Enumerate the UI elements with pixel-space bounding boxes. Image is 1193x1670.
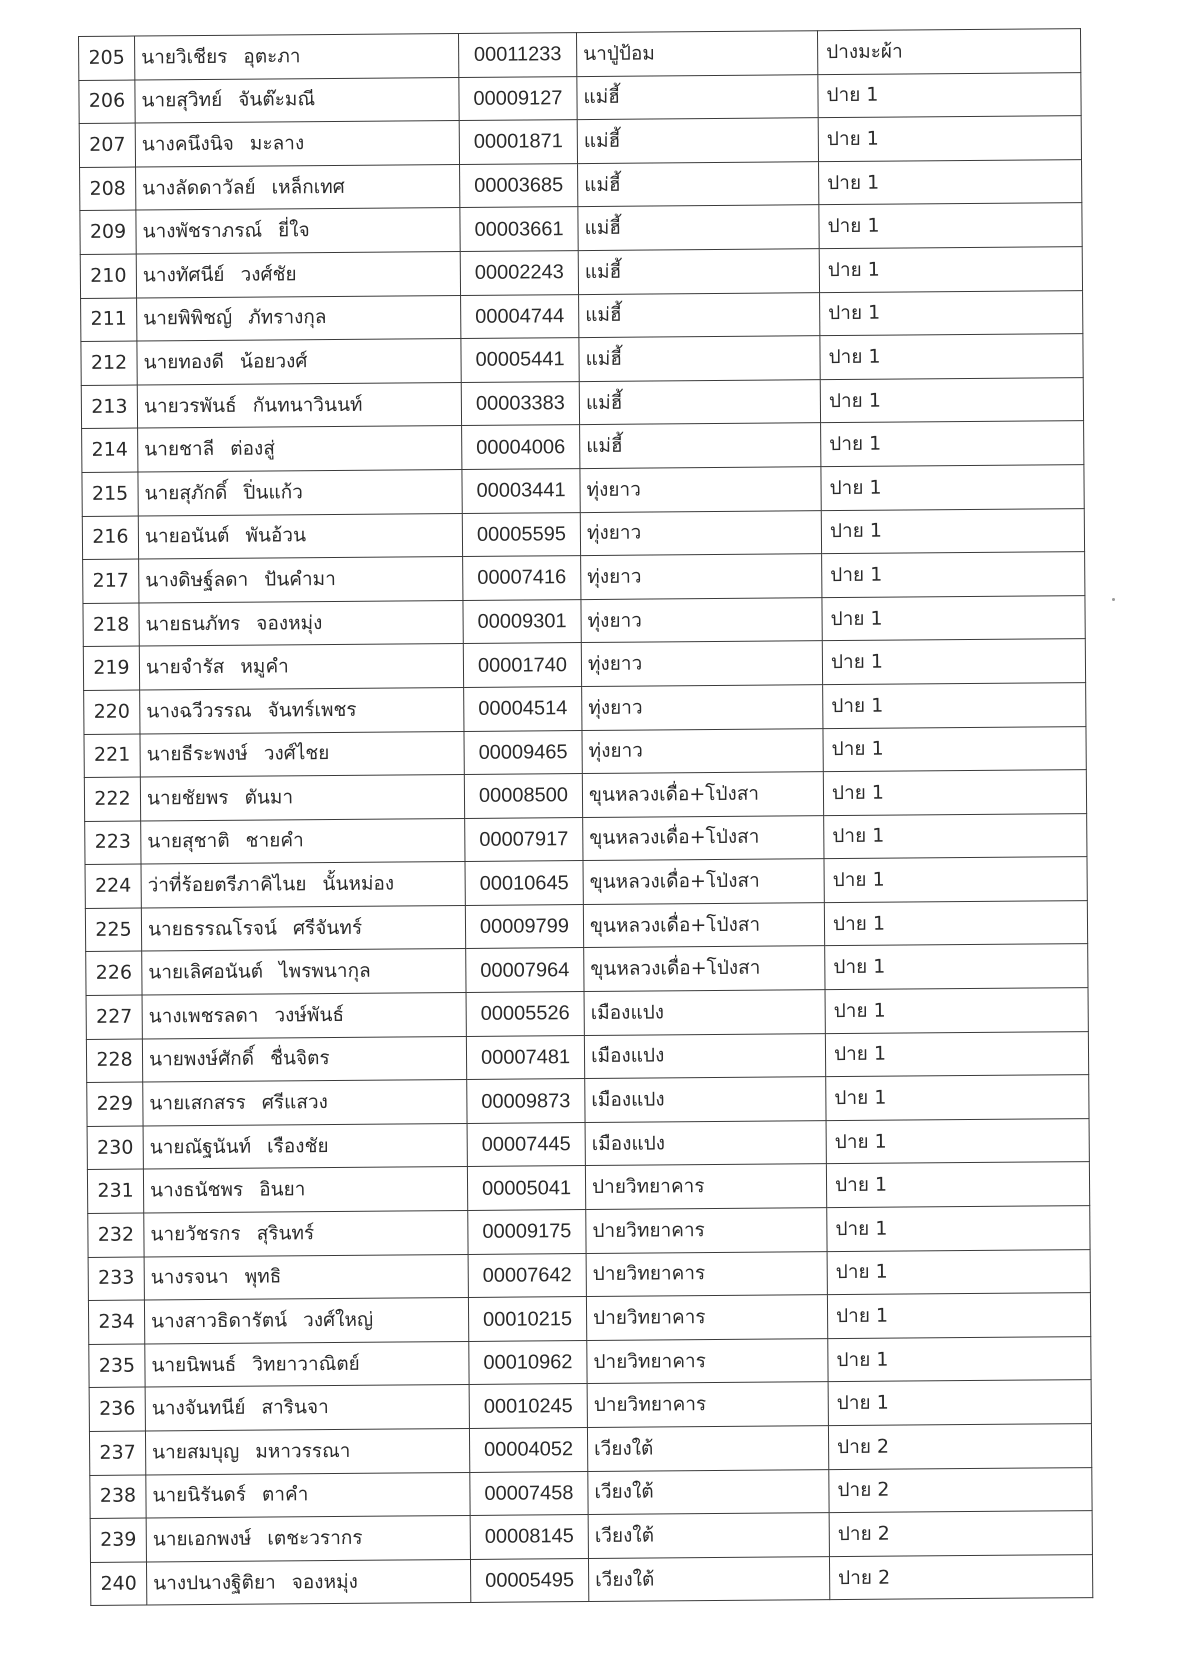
first-name: นางคนึงนิจ (141, 132, 234, 156)
person-name-cell (136, 251, 460, 297)
last-name: อุตะภา (243, 45, 301, 68)
person-name-cell (138, 513, 462, 559)
district-name: ปาย 1 (825, 944, 1088, 990)
id-code: 00003441 (462, 469, 580, 514)
person-name-cell (145, 1341, 469, 1387)
last-name: เหล็กเทศ (271, 175, 345, 199)
district-name: ปาย 1 (822, 639, 1085, 685)
first-name: นายวรพันธ์ (143, 394, 237, 418)
row-number: 227 (86, 995, 142, 1039)
id-code: 00005441 (461, 338, 579, 383)
first-name: นายจำรัส (145, 655, 225, 679)
first-name: นายชัยพร (146, 786, 229, 810)
first-name: นายชาลี (144, 438, 215, 461)
id-code: 00007481 (466, 1035, 584, 1080)
district-name: ปาย 2 (829, 1467, 1092, 1513)
id-code: 00010645 (465, 861, 583, 906)
id-code: 00001871 (459, 120, 577, 165)
last-name: สารินจา (261, 1396, 329, 1419)
table-row (86, 1031, 1088, 1082)
id-code: 00010245 (469, 1384, 587, 1429)
id-code: 00007445 (467, 1122, 585, 1167)
id-code: 00004052 (469, 1428, 587, 1473)
first-name: นางลัดดาวัลย์ (142, 176, 256, 200)
school-name: นาปู่ป้อม (576, 31, 817, 76)
last-name: วงษ์พันธ์ (274, 1003, 345, 1027)
last-name: นั้นหม่อง (322, 872, 395, 896)
school-name: เวียงใต้ (588, 1556, 829, 1601)
id-code: 00007642 (468, 1253, 586, 1298)
school-name: ปายวิทยาคาร (587, 1382, 828, 1427)
last-name: ต่องสู่ (230, 437, 275, 460)
person-name-cell (144, 1254, 468, 1300)
school-name: แม่ฮี้ (578, 161, 819, 206)
person-name-cell (140, 731, 464, 777)
table-row (79, 116, 1081, 167)
first-name: นายวัชรกร (150, 1222, 241, 1246)
district-name: ปาย 1 (827, 1206, 1090, 1252)
id-code: 00008145 (470, 1515, 588, 1560)
first-name: นายธรรณโรจน์ (147, 917, 278, 941)
last-name: น้อยวงศ์ (239, 350, 308, 373)
table-row (83, 639, 1085, 690)
last-name: ชื่นจิตร (269, 1047, 330, 1070)
last-name: ยี่ใจ (278, 219, 310, 242)
person-name-cell (137, 382, 461, 428)
person-name-cell (146, 1516, 470, 1562)
table-row (82, 508, 1084, 559)
first-name: นางจันทนีย์ (151, 1396, 246, 1420)
id-code: 00003685 (460, 163, 578, 208)
person-name-cell (140, 687, 464, 733)
first-name: นายพงษ์ศักดิ์ (148, 1048, 255, 1071)
school-name: เวียงใต้ (588, 1513, 829, 1558)
last-name: จันทร์เพชร (267, 698, 357, 722)
last-name: จองหมุ่ง (291, 1570, 358, 1593)
id-code: 00011233 (458, 33, 576, 78)
first-name: นายธนภัทร (145, 612, 241, 636)
table-row (82, 421, 1084, 472)
school-name: แม่ฮี้ (578, 249, 819, 294)
row-number: 222 (84, 777, 140, 821)
district-name: ปาย 1 (826, 1075, 1089, 1121)
row-number: 213 (81, 385, 137, 429)
first-name: นายสุชาติ (147, 830, 230, 853)
last-name: ตันมา (244, 786, 294, 809)
district-name: ปาย 1 (825, 1031, 1088, 1077)
id-code: 00010215 (468, 1297, 586, 1342)
first-name: นางสาวธิดารัตน์ (151, 1309, 288, 1333)
last-name: สุรินทร์ (256, 1222, 315, 1245)
table-row (79, 29, 1081, 80)
district-name: ปาย 1 (828, 1336, 1091, 1382)
person-name-cell (139, 644, 463, 690)
last-name: ปันคำมา (264, 567, 336, 591)
last-name: วิทยาวาณิตย์ (252, 1352, 360, 1376)
id-code: 00007964 (466, 948, 584, 993)
id-code: 00009301 (463, 599, 581, 644)
table-row (84, 770, 1086, 821)
last-name: พุทธิ (244, 1265, 282, 1289)
table-row (85, 900, 1087, 951)
row-number: 223 (85, 821, 141, 865)
first-name: นายสุวิทย์ (141, 89, 223, 112)
school-name: ปายวิทยาคาร (585, 1164, 826, 1209)
district-name: ปาย 1 (826, 1118, 1089, 1164)
last-name: ไพรพนากุล (278, 959, 371, 983)
table-row (81, 334, 1083, 385)
person-name-cell (135, 121, 459, 167)
first-name: นายณัฐนันท์ (149, 1135, 252, 1159)
id-code: 00005041 (467, 1166, 585, 1211)
person-name-cell (136, 164, 460, 210)
table-row (82, 465, 1084, 516)
person-name-cell (137, 295, 461, 341)
row-number: 239 (90, 1518, 146, 1562)
district-name: ปาย 1 (820, 334, 1083, 380)
id-code: 00003661 (460, 207, 578, 252)
school-name: เวียงใต้ (588, 1469, 829, 1514)
district-name: ปาย 1 (827, 1293, 1090, 1339)
last-name: วงศ์ใหญ่ (303, 1308, 374, 1332)
table-row (85, 813, 1087, 864)
person-name-cell (141, 818, 465, 864)
school-name: เวียงใต้ (587, 1426, 828, 1471)
school-name: แม่ฮี้ (577, 74, 818, 119)
table-row (86, 944, 1088, 995)
row-number: 230 (87, 1126, 143, 1170)
district-name: ปาย 1 (818, 116, 1081, 162)
district-name: ปาย 1 (819, 203, 1082, 249)
row-number: 237 (89, 1431, 145, 1475)
district-name: ปาย 1 (824, 857, 1087, 903)
school-name: แม่ฮี้ (577, 118, 818, 163)
last-name: พันอ้วน (245, 524, 307, 548)
table-row (88, 1293, 1090, 1344)
last-name: ชายคำ (245, 829, 304, 853)
school-name: เมืองแปง (584, 1033, 825, 1078)
table-row (83, 552, 1085, 603)
table-row (88, 1206, 1090, 1257)
row-number: 225 (85, 908, 141, 952)
row-number: 206 (79, 80, 135, 124)
table-row (89, 1336, 1091, 1387)
district-name: ปาย 2 (829, 1511, 1092, 1557)
last-name: มหาวรรณา (255, 1439, 351, 1463)
table-row (90, 1511, 1092, 1562)
row-number: 238 (90, 1475, 146, 1519)
last-name: จันต๊ะมณี (238, 88, 316, 112)
table-row (90, 1554, 1092, 1605)
school-name: ทุ่งยาว (582, 728, 823, 773)
district-name: ปาย 1 (821, 421, 1084, 467)
row-number: 233 (88, 1257, 144, 1301)
person-name-cell (141, 905, 465, 951)
id-code: 00009175 (468, 1210, 586, 1255)
id-code: 00002243 (460, 251, 578, 296)
table-row (90, 1467, 1092, 1518)
row-number: 217 (83, 559, 139, 603)
school-name: ปายวิทยาคาร (586, 1208, 827, 1253)
person-name-cell (138, 469, 462, 515)
person-name-cell (144, 1211, 468, 1257)
id-code: 00005526 (466, 992, 584, 1037)
person-name-cell (140, 775, 464, 821)
school-name: เมืองแปง (584, 990, 825, 1035)
row-number: 229 (87, 1082, 143, 1126)
school-name: ทุ่งยาว (581, 597, 822, 642)
last-name: วงศ์ไชย (263, 742, 330, 765)
person-name-cell (142, 993, 466, 1039)
id-code: 00008500 (464, 774, 582, 819)
first-name: นายเอกพงษ์ (152, 1527, 252, 1551)
first-name: นางดิษฐ์ลดา (145, 568, 249, 592)
district-name: ปาย 1 (824, 813, 1087, 859)
district-name: ปาย 1 (827, 1249, 1090, 1295)
school-name: แม่ฮี้ (579, 379, 820, 424)
district-name: ปาย 1 (822, 595, 1085, 641)
district-name: ปาย 1 (823, 726, 1086, 772)
district-name: ปาย 1 (818, 72, 1081, 118)
school-name: ปายวิทยาคาร (586, 1295, 827, 1340)
person-name-cell (146, 1559, 470, 1605)
first-name: นางฉวีวรรณ (146, 699, 252, 723)
first-name: นายวิเชียร (141, 45, 228, 69)
table-row (80, 203, 1082, 254)
id-code: 00001740 (463, 643, 581, 688)
person-name-cell (135, 34, 459, 80)
table-row (89, 1424, 1091, 1475)
id-code: 00004744 (461, 294, 579, 339)
district-name: ปาย 1 (821, 508, 1084, 554)
table-row (89, 1380, 1091, 1431)
school-name: แม่ฮี้ (578, 205, 819, 250)
person-name-cell (139, 557, 463, 603)
first-name: นางเพชรลดา (148, 1004, 259, 1028)
person-name-cell (145, 1428, 469, 1474)
id-code: 00009873 (467, 1079, 585, 1124)
id-code: 00004006 (462, 425, 580, 470)
district-name: ปาย 1 (820, 377, 1083, 423)
district-name: ปาย 2 (828, 1424, 1091, 1470)
district-name: ปางมะผ้า (817, 29, 1080, 75)
district-name: ปาย 2 (829, 1554, 1092, 1600)
first-name: นายอนันต์ (144, 525, 230, 548)
school-name: แม่ฮี้ (579, 292, 820, 337)
first-name: นายนิรันดร์ (152, 1484, 247, 1507)
table-row (88, 1249, 1090, 1300)
first-name: นายเสกสรร (149, 1091, 246, 1115)
id-code: 00007416 (463, 556, 581, 601)
first-name: นายพิพิชญ์ (143, 307, 233, 330)
district-name: ปาย 1 (823, 770, 1086, 816)
row-number: 214 (82, 428, 138, 472)
last-name: จองหมุ่ง (256, 611, 323, 635)
row-number: 208 (80, 167, 136, 211)
id-code: 00007917 (465, 817, 583, 862)
row-number: 210 (80, 254, 136, 298)
person-name-cell (137, 339, 461, 385)
last-name: วงศ์ชัย (240, 263, 297, 286)
district-name: ปาย 1 (821, 465, 1084, 511)
row-number: 218 (83, 603, 139, 647)
last-name: กันทนาวินนท์ (252, 393, 363, 417)
row-number: 231 (87, 1169, 143, 1213)
person-name-cell (144, 1298, 468, 1344)
roster-table (78, 28, 1093, 1606)
last-name: เตชะวรากร (267, 1526, 363, 1550)
row-number: 234 (88, 1300, 144, 1344)
person-name-cell (138, 426, 462, 472)
id-code: 00004514 (464, 686, 582, 731)
roster-table-body (79, 29, 1093, 1606)
last-name: อินยา (259, 1178, 306, 1201)
table-row (81, 377, 1083, 428)
first-name: นางพัชราภรณ์ (142, 219, 263, 243)
district-name: ปาย 1 (819, 247, 1082, 293)
school-name: ทุ่งยาว (581, 641, 822, 686)
district-name: ปาย 1 (825, 988, 1088, 1034)
first-name: นายทองดี (143, 350, 224, 374)
last-name: ภัทรางกุล (248, 306, 327, 330)
person-name-cell (141, 862, 465, 908)
table-row (87, 1075, 1089, 1126)
id-code: 00005495 (470, 1558, 588, 1603)
table-row (80, 159, 1082, 210)
person-name-cell (146, 1472, 470, 1518)
school-name: ทุ่งยาว (581, 554, 822, 599)
last-name: มะลาง (249, 132, 305, 155)
row-number: 219 (83, 646, 139, 690)
school-name: ทุ่งยาว (580, 510, 821, 555)
first-name: นายสุภักดิ์ (144, 481, 228, 505)
scan-speck (1112, 598, 1115, 601)
district-name: ปาย 1 (819, 159, 1082, 205)
person-name-cell (142, 949, 466, 995)
district-name: ปาย 1 (822, 552, 1085, 598)
district-name: ปาย 1 (823, 683, 1086, 729)
row-number: 224 (85, 864, 141, 908)
row-number: 212 (81, 341, 137, 385)
district-name: ปาย 1 (828, 1380, 1091, 1426)
school-name: เมืองแปง (585, 1121, 826, 1166)
person-name-cell (145, 1385, 469, 1431)
table-row (87, 1162, 1089, 1213)
first-name: นางทัศนีย์ (142, 263, 225, 287)
person-name-cell (143, 1123, 467, 1169)
row-number: 209 (80, 210, 136, 254)
person-name-cell (143, 1080, 467, 1126)
person-name-cell (136, 208, 460, 254)
table-row (81, 290, 1083, 341)
table-row (87, 1118, 1089, 1169)
row-number: 226 (86, 951, 142, 995)
school-name: แม่ฮี้ (580, 423, 821, 468)
school-name: แม่ฮี้ (579, 336, 820, 381)
last-name: ศรีแสวง (261, 1091, 328, 1114)
last-name: ตาคำ (261, 1483, 309, 1506)
table-row (86, 988, 1088, 1039)
row-number: 240 (90, 1562, 146, 1606)
person-name-cell (135, 77, 459, 123)
row-number: 228 (86, 1039, 142, 1083)
first-name: นางรจนา (150, 1266, 229, 1289)
district-name: ปาย 1 (826, 1162, 1089, 1208)
id-code: 00007458 (470, 1471, 588, 1516)
first-name: นายเลิศอนันต์ (148, 960, 264, 984)
school-name: ขุนหลวงเดื่อ+โป่งสา (583, 815, 824, 860)
first-name: นางปนางฐิติยา (153, 1571, 276, 1595)
table-row (83, 595, 1085, 646)
id-code: 00009465 (464, 730, 582, 775)
row-number: 211 (81, 298, 137, 342)
first-name: นายธีระพงษ์ (146, 742, 248, 766)
last-name: เรืองชัย (267, 1134, 329, 1158)
table-row (80, 247, 1082, 298)
first-name: นางธนัชพร (149, 1178, 244, 1202)
first-name: ว่าที่ร้อยตรีภาคิไนย (147, 873, 307, 897)
school-name: ปายวิทยาคาร (587, 1338, 828, 1383)
row-number: 232 (88, 1213, 144, 1257)
row-number: 205 (79, 36, 135, 80)
district-name: ปาย 1 (824, 900, 1087, 946)
id-code: 00003383 (461, 381, 579, 426)
school-name: ขุนหลวงเดื่อ+โป่งสา (583, 859, 824, 904)
school-name: ขุนหลวงเดื่อ+โป่งสา (583, 903, 824, 948)
table-row (84, 683, 1086, 734)
last-name: ปิ่นแก้ว (243, 480, 303, 504)
row-number: 221 (84, 734, 140, 778)
school-name: ทุ่งยาว (580, 467, 821, 512)
person-name-cell (139, 600, 463, 646)
id-code: 00009799 (465, 904, 583, 949)
row-number: 220 (84, 690, 140, 734)
id-code: 00009127 (459, 76, 577, 121)
first-name: นายนิพนธ์ (151, 1353, 237, 1377)
person-name-cell (143, 1167, 467, 1213)
row-number: 215 (82, 472, 138, 516)
school-name: ขุนหลวงเดื่อ+โป่งสา (582, 772, 823, 817)
district-name: ปาย 1 (820, 290, 1083, 336)
last-name: หมูคำ (240, 655, 289, 678)
row-number: 236 (89, 1387, 145, 1431)
table-row (84, 726, 1086, 777)
school-name: เมืองแปง (585, 1077, 826, 1122)
table-row (85, 857, 1087, 908)
id-code: 00005595 (462, 512, 580, 557)
school-name: ปายวิทยาคาร (586, 1251, 827, 1296)
last-name: ศรีจันทร์ (292, 916, 363, 940)
table-row (79, 72, 1081, 123)
id-code: 00010962 (469, 1340, 587, 1385)
person-name-cell (142, 1036, 466, 1082)
row-number: 235 (89, 1344, 145, 1388)
row-number: 216 (82, 516, 138, 560)
school-name: ทุ่งยาว (582, 685, 823, 730)
row-number: 207 (79, 123, 135, 167)
first-name: นายสมบุญ (152, 1440, 240, 1464)
school-name: ขุนหลวงเดื่อ+โป่งสา (584, 946, 825, 991)
